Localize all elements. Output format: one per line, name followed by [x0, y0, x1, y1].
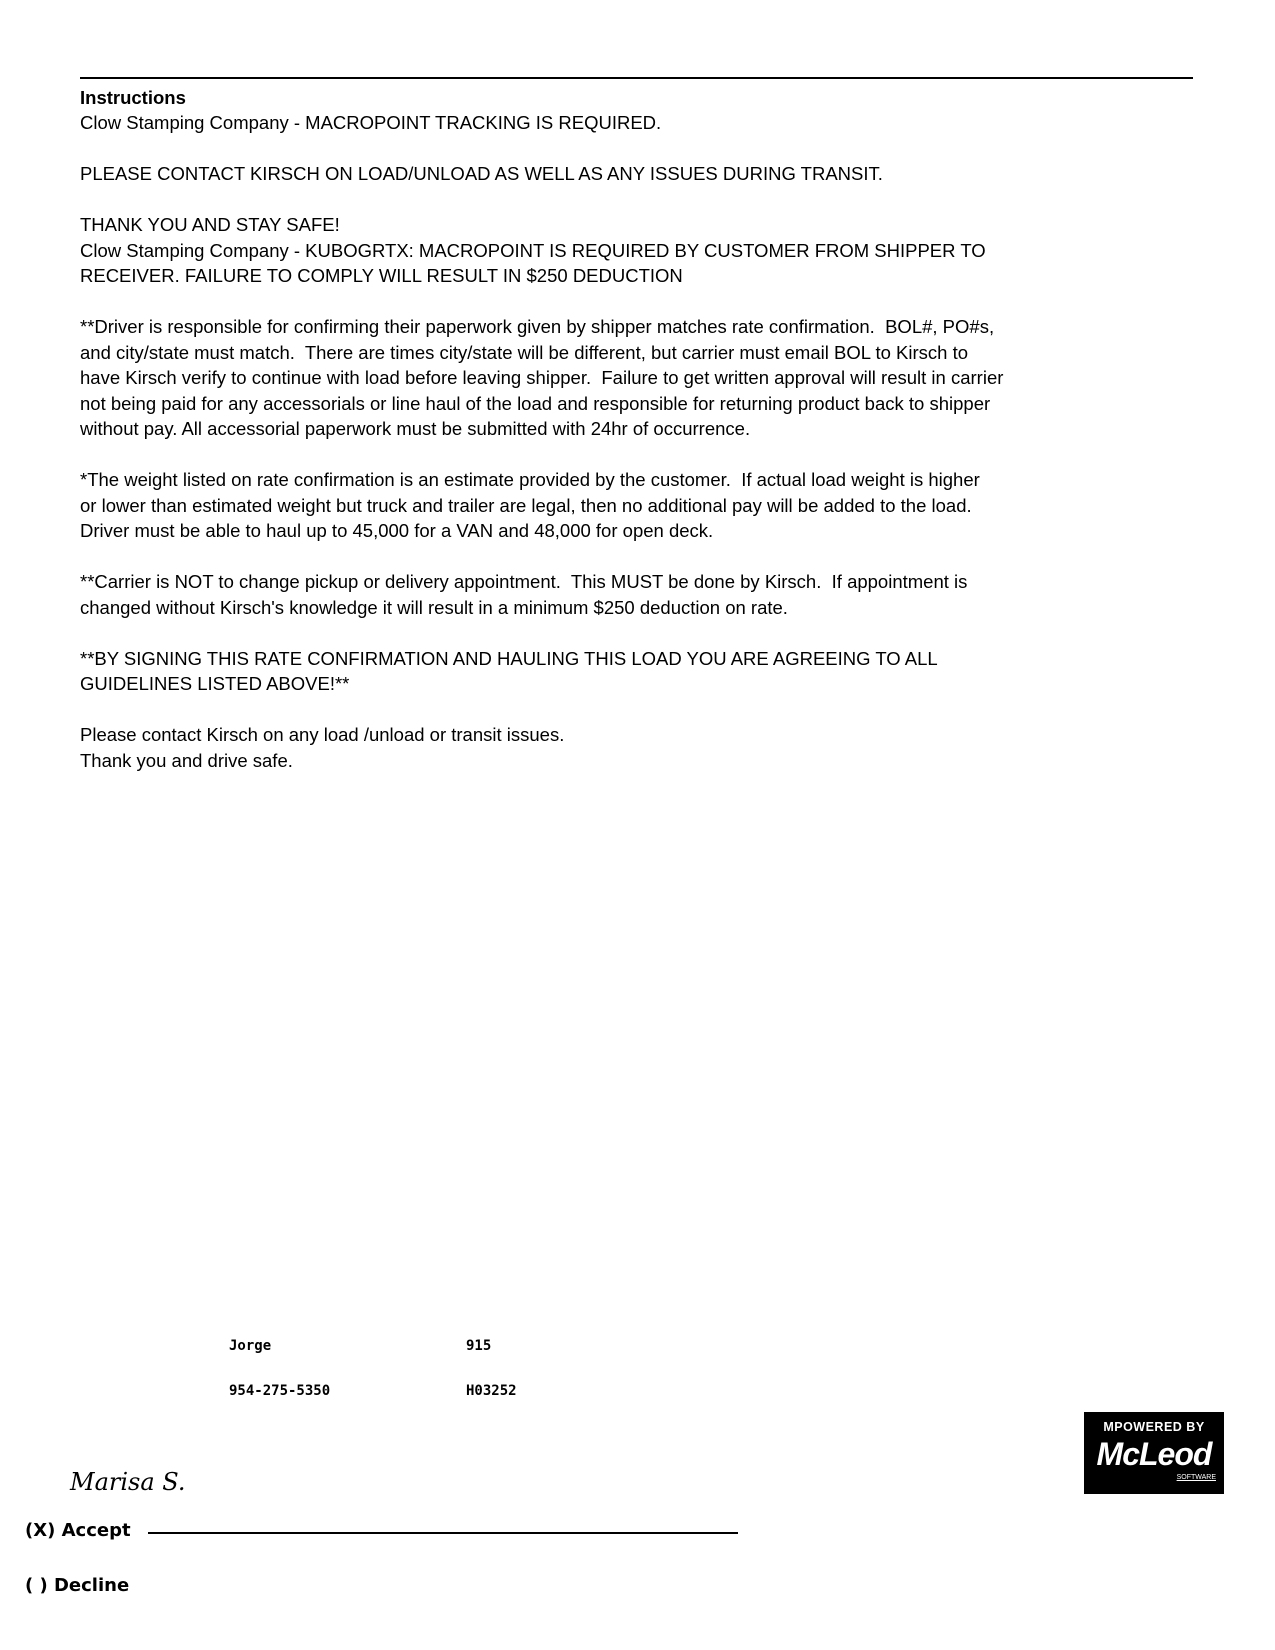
- instruction-line: **Carrier is NOT to change pickup or delivery appointment. This MUST be done by Kirsch. If appointment is: [80, 571, 968, 592]
- logo-sub-text: SOFTWARE: [1176, 1474, 1216, 1481]
- instruction-line: *The weight listed on rate confirmation is an estimate provided by the customer. If actual load weight is higher: [80, 469, 980, 490]
- instruction-paragraph: [80, 467, 1190, 544]
- instruction-paragraph: [80, 212, 1190, 289]
- accept-option[interactable]: (X) Accept: [25, 1520, 131, 1541]
- instruction-line: not being paid for any accessorials or line haul of the load and responsible for returning product back to shipper: [80, 392, 991, 414]
- instruction-line: GUIDELINES LISTED ABOVE!**: [80, 673, 350, 694]
- instructions-heading: Instructions: [80, 87, 186, 108]
- driver-name: Jorge: [229, 1338, 272, 1354]
- instruction-paragraph: [80, 314, 1190, 442]
- instruction-line: and city/state must match. There are times city/state will be different, but carrier must email BOL to Kirsch to: [80, 341, 968, 363]
- instructions-body: [80, 110, 1190, 773]
- mcleod-logo: [1084, 1412, 1224, 1494]
- instruction-line: **BY SIGNING THIS RATE CONFIRMATION AND HAULING THIS LOAD YOU ARE AGREEING TO ALL: [80, 647, 938, 669]
- instruction-paragraph: [80, 722, 1190, 773]
- instruction-line: Please contact Kirsch on any load /unload or transit issues.: [80, 724, 565, 745]
- instruction-line: Clow Stamping Company - KUBOGRTX: MACROPOINT IS REQUIRED BY CUSTOMER FROM SHIPPER TO: [80, 239, 986, 261]
- instruction-line: Clow Stamping Company - MACROPOINT TRACKING IS REQUIRED.: [80, 112, 662, 133]
- instruction-line: or lower than estimated weight but truck and trailer are legal, then no additional pay will be added to the load.: [80, 494, 972, 516]
- instruction-paragraph: [80, 110, 1190, 136]
- instruction-line: Thank you and drive safe.: [80, 749, 293, 771]
- instruction-line: **Driver is responsible for confirming their paperwork given by shipper matches rate confirmation. BOL#, PO#s,: [80, 316, 995, 337]
- reference-code: H03252: [466, 1383, 517, 1399]
- logo-brand-text: McLeod: [1096, 1436, 1212, 1472]
- signature: Marisa S.: [70, 1468, 186, 1496]
- instructions-section: [80, 86, 1190, 799]
- instruction-paragraph: [80, 161, 1190, 187]
- instruction-line: PLEASE CONTACT KIRSCH ON LOAD/UNLOAD AS WELL AS ANY ISSUES DURING TRANSIT.: [80, 163, 883, 184]
- instruction-paragraph: [80, 646, 1190, 697]
- instruction-paragraph: [80, 569, 1190, 620]
- signature-line: [148, 1532, 738, 1534]
- top-divider: [80, 77, 1193, 79]
- logo-powered-text: MPOWERED BY: [1103, 1420, 1205, 1434]
- instruction-line: THANK YOU AND STAY SAFE!: [80, 214, 340, 235]
- instruction-line: RECEIVER. FAILURE TO COMPLY WILL RESULT IN $250 DEDUCTION: [80, 265, 683, 286]
- instruction-line: Driver must be able to haul up to 45,000 for a VAN and 48,000 for open deck.: [80, 520, 714, 541]
- instruction-line: have Kirsch verify to continue with load before leaving shipper. Failure to get written approval will result in carrier: [80, 367, 1004, 388]
- phone-number: 954-275-5350: [229, 1383, 331, 1399]
- unit-number: 915: [466, 1338, 492, 1354]
- decline-option[interactable]: ( ) Decline: [25, 1575, 130, 1596]
- instruction-line: changed without Kirsch's knowledge it will result in a minimum $250 deduction on rate.: [80, 596, 788, 618]
- instruction-line: without pay. All accessorial paperwork must be submitted with 24hr of occurrence.: [80, 418, 751, 439]
